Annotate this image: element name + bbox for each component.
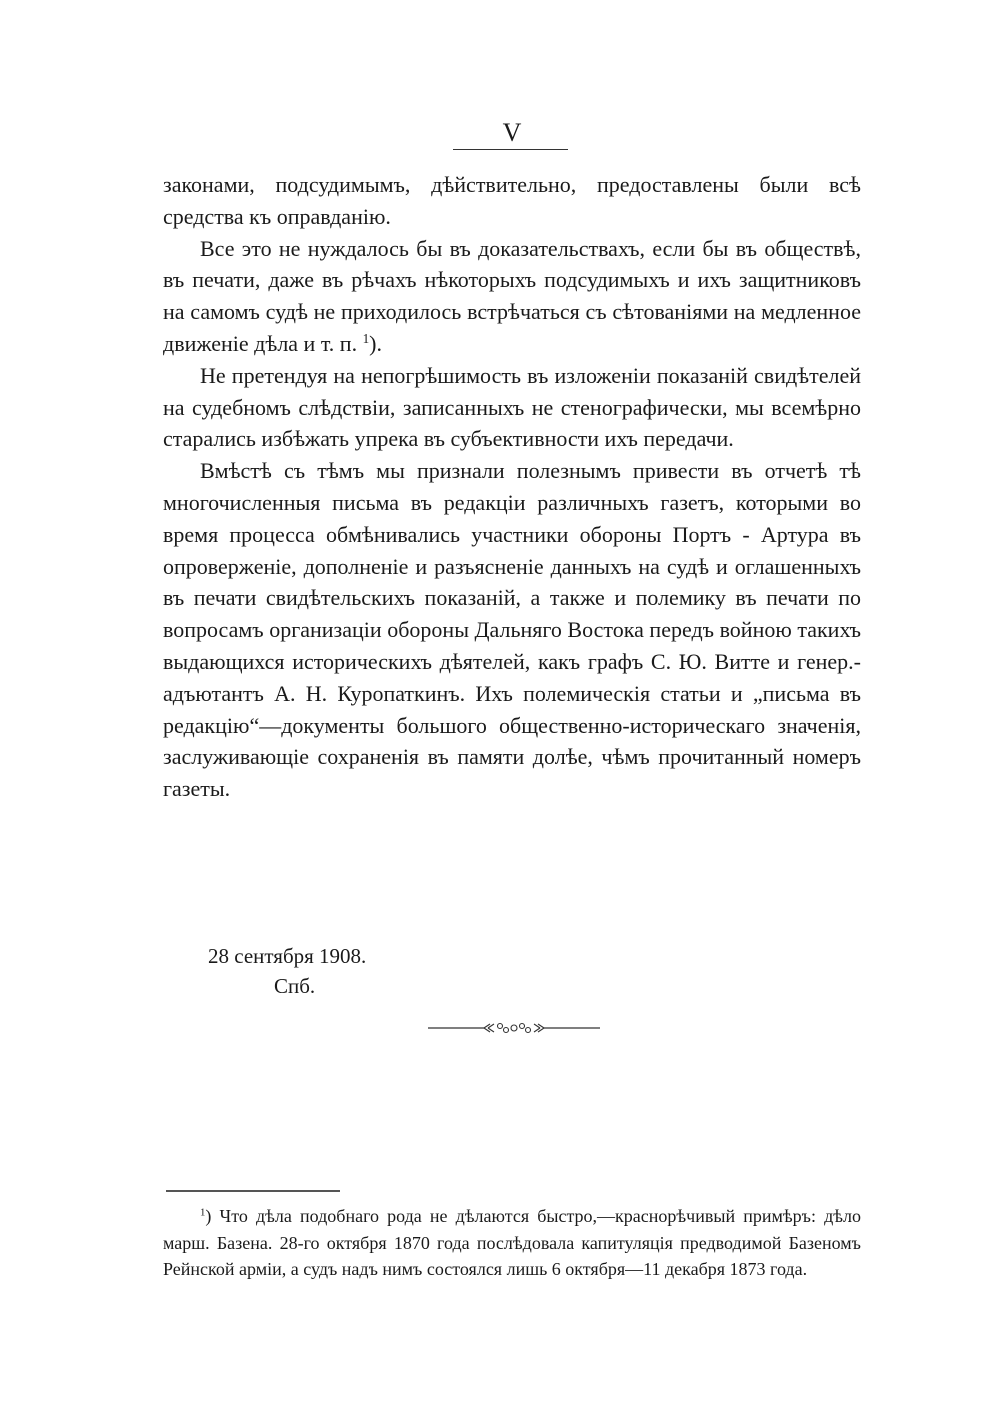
paragraph-3: Не претендуя на непогрѣшимость въ изложеніи показаній свидѣтелей на судебномъ слѣдствіи, записанныхъ не стенографически, мы всемѣрно старались избѣжать упрека въ субъективности ихъ передачи. <box>163 362 861 452</box>
header-rule <box>453 149 568 150</box>
page-number: V <box>502 118 522 147</box>
ornament-divider <box>428 1018 600 1038</box>
paragraph-2 <box>163 233 861 360</box>
signature-place: Спб. <box>274 974 316 998</box>
paragraph-2-close: ). <box>369 330 382 356</box>
body-text <box>163 169 861 805</box>
footnote-text: Что дѣла подобнаго рода не дѣлаются быстро,—краснорѣчивый примѣръ: дѣло марш. Базена. 28-го октября 1870 года послѣдовала капитуляція предводимой Базеномъ Рейнской арміи, а судъ надъ нимъ состоялся лишь 6 октября—11 декабря 1873 года. <box>163 1206 861 1279</box>
paragraph-1: законами, подсудимымъ, дѣйствительно, предоставлены были всѣ средства къ оправданію. <box>163 172 861 229</box>
footnote-mark: 1 <box>200 1206 206 1219</box>
paragraph-2-text: Все это не нуждалось бы въ доказательствахъ, если бы въ обществѣ, въ печати, даже въ рѣчахъ нѣкоторыхъ подсудимыхъ и ихъ защитниковъ на самомъ судѣ не приходилось встрѣчаться съ сѣтованіями на медленное движеніе дѣла и т. п. <box>163 235 861 356</box>
footnote <box>163 1203 861 1283</box>
signature-date: 28 сентября 1908. <box>208 944 367 968</box>
footnote-reference[interactable]: 1 <box>362 331 370 347</box>
paragraph-4: Вмѣстѣ съ тѣмъ мы признали полезнымъ привести въ отчетѣ тѣ многочисленныя письма въ редакціи различныхъ газетъ, которыми во время процесса обмѣнивались участники обороны Портъ - Артура въ опроверженіе, дополненіе и разъясненіе данныхъ на судѣ и оглашенныхъ въ печати свидѣтельскихъ показаній, а также и полемику въ печати по вопросамъ организаціи обороны Дальняго Востока передъ войною такихъ выдающихся историческихъ дѣятелей, какъ графъ С. Ю. Витте и генер.-адъютантъ А. Н. Куропаткинъ. Ихъ полемическія статьи и „письма въ редакцію“—документы большого общественно-историческаго значенія, заслуживающіе сохраненія въ памяти долѣе, чѣмъ прочитанный номеръ газеты. <box>163 458 861 802</box>
footnote-mark-paren: ) <box>205 1206 212 1226</box>
footnote-rule <box>166 1190 340 1192</box>
